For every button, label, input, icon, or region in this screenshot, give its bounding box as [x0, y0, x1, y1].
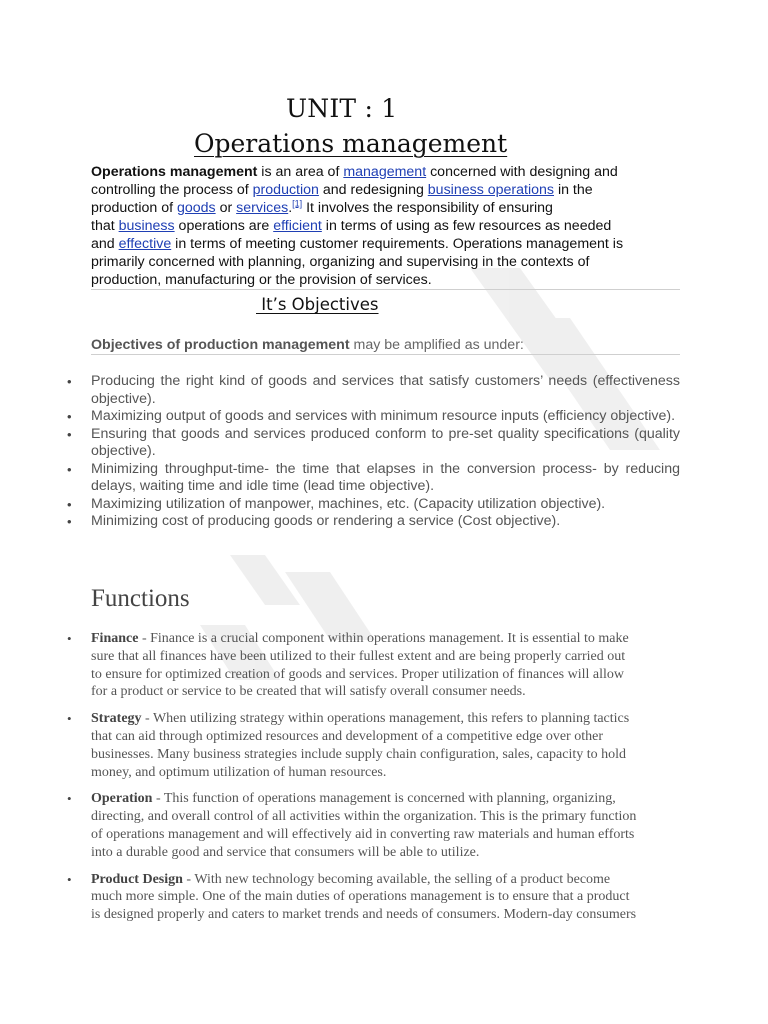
intro-term: Operations management [91, 164, 258, 180]
list-item: • Finance - Finance is a crucial component within operations management. It is essential to make sure that all finances have been utilized to their fullest extent and are being properly carried out to ensure for optimized creation of goods and services. Proper utilization of finances will allow for a product or service to be created that will satisfy overall consumer needs. [67, 631, 629, 700]
bullet-icon: • [67, 409, 72, 424]
objectives-heading: It’s Objectives [256, 295, 379, 314]
link-efficient[interactable]: efficient [273, 218, 322, 234]
bullet-icon: • [67, 374, 72, 389]
objectives-list [60, 373, 680, 531]
list-item: • Producing the right kind of goods and services that satisfy customers’ needs (effectiveness objective). [67, 373, 680, 407]
link-management[interactable]: management [343, 164, 427, 180]
function-name: Finance [91, 631, 139, 646]
bullet-icon: • [67, 871, 72, 887]
list-item: • Operation - This function of operations management is concerned with planning, organizing, directing, and overall control of all activities within the organization. This is the primary function of operations management and will effectively aid in converting raw materials and human efforts into a durable good and service that consumers will be able to utilize. [67, 791, 637, 860]
bullet-icon: • [67, 461, 72, 477]
list-item: • Minimizing throughput-time- the time that elapses in the conversion process- by reducing delays, waiting time and idle time (lead time objective). [67, 460, 680, 494]
divider [91, 289, 680, 290]
list-item: • Minimizing cost of producing goods or rendering a service (Cost objective). [67, 513, 561, 529]
list-item: • Ensuring that goods and services produced conform to pre-set quality specifications (quality objective). [67, 425, 680, 459]
bullet-icon: • [67, 631, 72, 646]
intro-paragraph: Operations management is an area of management concerned with designing and controlling the process of production and redesigning business operations in the production of goods or services.[1] It involves the responsibility of ensuring that business operations are efficient in terms of using as few resources as needed and effective in terms of meeting customer requirements. Operations management is primarily concerned with planning, organizing and supervising in the contexts of production, manufacturing or the provision of services. [91, 164, 624, 288]
bullet-icon: • [67, 514, 72, 529]
list-item: • Strategy - When utilizing strategy within operations management, this refers to planning tactics that can aid through optimized resources and development of a competitive edge over other businesses. Many business strategies include supply chain configuration, sales, capacity to hold money, and optimum utilization of human resources. [67, 711, 630, 780]
link-business[interactable]: business [118, 218, 175, 234]
citation-link[interactable]: [1] [292, 198, 303, 209]
link-business-operations[interactable]: business operations [427, 182, 554, 198]
bullet-icon: • [67, 711, 72, 727]
divider [91, 354, 680, 355]
list-item: • Product Design - With new technology becoming available, the selling of a product become much more simple. One of the main duties of operations management is to ensure that a product is designed properly and caters to market trends and needs of consumers. Modern-day consumers [67, 871, 637, 923]
page-title: Operations management [194, 129, 508, 158]
function-name: Strategy [91, 711, 142, 727]
link-effective[interactable]: effective [118, 236, 172, 252]
bullet-icon: • [67, 496, 72, 512]
function-name: Product Design [91, 871, 183, 887]
bullet-icon: • [67, 791, 72, 807]
functions-list [60, 630, 680, 933]
bullet-icon: • [67, 426, 72, 442]
list-item: • Maximizing output of goods and services with minimum resource inputs (efficiency objective). [67, 408, 676, 424]
unit-heading: UNIT : 1 [286, 94, 398, 123]
link-production[interactable]: production [252, 182, 319, 198]
link-services[interactable]: services [236, 200, 289, 216]
list-item: • Maximizing utilization of manpower, machines, etc. (Capacity utilization objective). [67, 495, 606, 512]
link-goods[interactable]: goods [176, 200, 216, 216]
function-name: Operation [91, 791, 153, 807]
objectives-intro: Objectives of production management may be amplified as under: [91, 337, 524, 353]
functions-heading: Functions [91, 585, 190, 612]
